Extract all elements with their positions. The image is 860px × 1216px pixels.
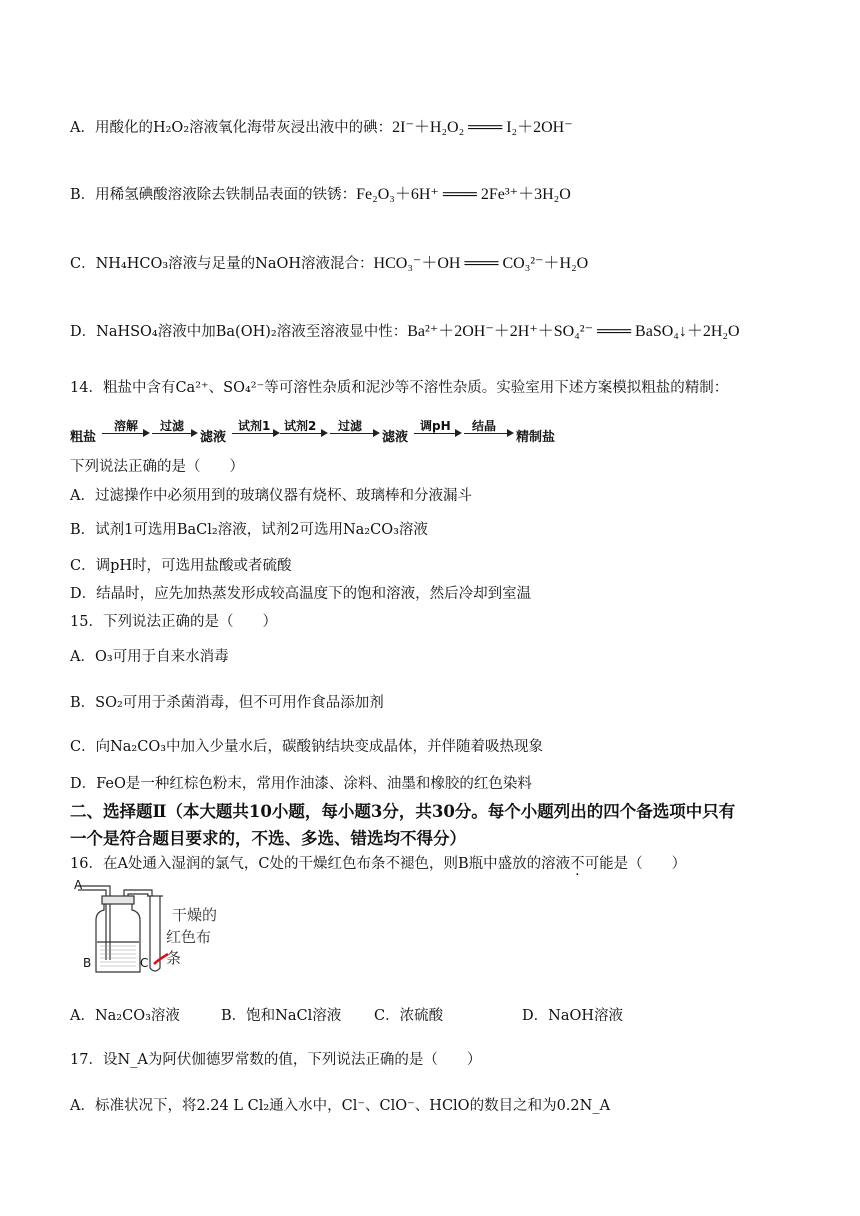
flow-step-reagent1: 试剂1 [238, 419, 271, 433]
flow-arrow [152, 433, 196, 434]
figure-caption-dry: 干燥的 [172, 906, 218, 924]
q16-option-a: A．Na₂CO₃溶液 [70, 1008, 180, 1024]
flow-arrow [232, 433, 278, 434]
figure-label-c: C [140, 956, 149, 970]
flow-step-crystallize: 结晶 [472, 419, 497, 433]
q16-option-c: C．浓硫酸 [374, 1008, 444, 1024]
q15-option-c: C．向Na₂CO₃中加入少量水后，碳酸钠结块变成晶体，并伴随着吸热现象 [70, 739, 544, 755]
q15-option-a: A．O₃可用于自来水消毒 [70, 649, 229, 665]
q13-option-a-equation: 2I⁻＋H₂O₂ ═══ I₂＋2OH⁻ [392, 119, 573, 136]
q13-option-c-equation: HCO₃⁻＋OH ═══ CO₃²⁻＋H₂O [373, 255, 589, 272]
q13-option-d-text: D．NaHSO₄溶液中加Ba(OH)₂溶液至溶液显中性： [70, 324, 408, 340]
q14-option-a: A．过滤操作中必须用到的玻璃仪器有烧杯、玻璃棒和分液漏斗 [70, 488, 472, 504]
flow-arrow [414, 433, 460, 434]
q13-option-b [70, 185, 571, 205]
q14-option-b: B．试剂1可选用BaCl₂溶液，试剂2可选用Na₂CO₃溶液 [70, 522, 428, 538]
flow-node-filtrate-2: 滤液 [382, 430, 409, 445]
q13-option-c [70, 254, 588, 274]
figure-label-a: A [74, 878, 83, 892]
q14-option-d: D．结晶时，应先加热蒸发形成较高温度下的饱和溶液，然后冷却到室温 [70, 586, 532, 602]
purification-flowchart [70, 420, 590, 446]
figure-caption-red-cloth: 红色布条 [166, 928, 212, 967]
flow-arrow [464, 433, 512, 434]
flow-arrow [102, 433, 148, 434]
q16-stem-paren: 是（ ） [613, 856, 687, 872]
flow-step-filter: 过滤 [160, 419, 185, 433]
flow-step-adjust-ph: 调pH [420, 419, 451, 433]
flow-arrow [280, 433, 326, 434]
flow-arrow [330, 433, 378, 434]
section-2-title-line-2: 一个是符合题目要求的，不选、多选、错选均不得分） [70, 829, 466, 848]
section-2-title-line-1: 二、选择题Ⅱ（本大题共10小题，每小题3分，共30分。每个小题列出的四个备选项中只有 [70, 802, 736, 821]
flow-step-reagent2: 试剂2 [284, 419, 317, 433]
q13-option-a [70, 118, 573, 138]
q17-option-a: A．标准状况下，将2.24 L Cl₂通入水中，Cl⁻、ClO⁻、HClO的数目之和为0.2N_A [70, 1098, 611, 1114]
q15-stem: 15．下列说法正确的是（ ） [70, 614, 277, 630]
q13-option-c-text: C．NH₄HCO₃溶液与足量的NaOH溶液混合： [70, 256, 374, 272]
q16-apparatus-figure [74, 880, 224, 980]
q17-stem: 17．设N_A为阿伏伽德罗常数的值，下列说法正确的是（ ） [70, 1052, 482, 1068]
q14-question: 下列说法正确的是（ ） [70, 459, 244, 475]
q13-option-d-equation: Ba²⁺＋2OH⁻＋2H⁺＋SO₄²⁻ ═══ BaSO₄↓＋2H₂O [407, 323, 740, 340]
flow-step-dissolve: 溶解 [114, 419, 139, 433]
q16-option-d: D．NaOH溶液 [522, 1008, 623, 1024]
q16-option-b: B．饱和NaCl溶液 [221, 1008, 342, 1024]
flow-node-filtrate: 滤液 [200, 430, 227, 445]
q16-stem [70, 854, 686, 874]
flow-node-refined-salt: 精制盐 [516, 430, 556, 445]
q13-option-d [70, 322, 740, 342]
q15-option-d: D．FeO是一种红棕色粉末，常用作油漆、涂料、油墨和橡胶的红色染料 [70, 776, 532, 792]
flow-node-crude-salt: 粗盐 [70, 430, 97, 445]
q14-stem: 14．粗盐中含有Ca²⁺、SO₄²⁻等可溶性杂质和泥沙等不溶性杂质。实验室用下述方案模拟粗盐的精制： [70, 380, 729, 396]
q16-stem-emphasis: 不可能 [570, 856, 614, 872]
q13-option-b-text: B．用稀氢碘酸溶液除去铁制品表面的铁锈： [70, 187, 357, 203]
q14-option-c: C．调pH时，可选用盐酸或者硫酸 [70, 558, 292, 574]
q13-option-a-text: A．用酸化的H₂O₂溶液氧化海带灰浸出液中的碘： [70, 120, 393, 136]
q13-option-b-equation: Fe₂O₃＋6H⁺ ═══ 2Fe³⁺＋3H₂O [356, 186, 571, 203]
q16-stem-text: 16．在A处通入湿润的氯气，C处的干燥红色布条不褪色，则B瓶中盛放的溶液 [70, 856, 571, 872]
figure-label-b: B [83, 956, 92, 970]
q15-option-b: B．SO₂可用于杀菌消毒，但不可用作食品添加剂 [70, 695, 384, 711]
flow-step-filter-2: 过滤 [338, 419, 363, 433]
